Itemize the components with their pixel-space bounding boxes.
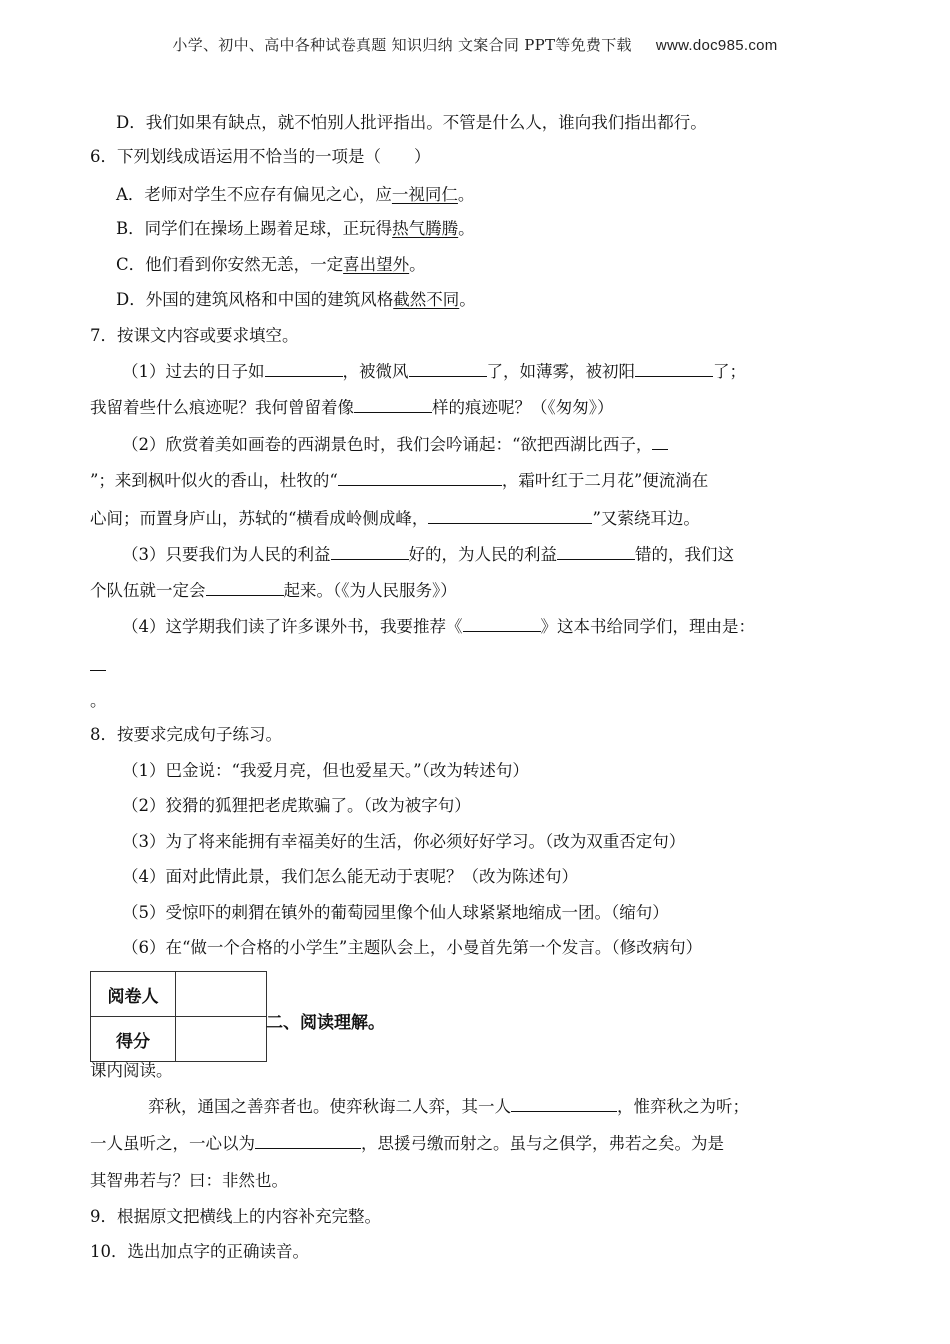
q7-part2-line3: 心间；而置身庐山，苏轼的“横看成岭侧成峰， ”又萦绕耳边。 [90, 509, 700, 528]
q7-part3-line1: （3）只要我们为人民的利益 好的，为人民的利益 错的，我们这 [122, 545, 734, 564]
q6-stem: 6．下列划线成语运用不恰当的一项是（ ） [90, 147, 431, 166]
underlined-idiom: 喜出望外 [343, 255, 410, 274]
q7-part1-line1: （1）过去的日子如 ，被微风 了，如薄雾，被初阳 了； [122, 362, 746, 381]
q7-part2-line1: （2）欣赏着美如画卷的西湖景色时，我们会吟诵起：“欲把西湖比西子， [122, 434, 668, 456]
fill-blank[interactable] [206, 580, 284, 596]
reviewer-label: 阅卷人 [91, 972, 176, 1017]
fill-blank[interactable] [331, 544, 409, 560]
q5-option-d: D．我们如果有缺点，就不怕别人批评指出。不管是什么人，谁向我们指出都行。 [116, 113, 707, 132]
reading-intro: 课内阅读。 [90, 1061, 173, 1080]
passage-line1: 弈秋，通国之善弈者也。使弈秋诲二人弈，其一人 ，惟弈秋之为听； [148, 1097, 749, 1116]
q7-part4-line1: （4）这学期我们读了许多课外书，我要推荐《 》这本书给同学们，理由是： [122, 617, 755, 636]
underlined-idiom: 截然不同 [393, 290, 460, 309]
header-url[interactable]: www.doc985.com [655, 37, 778, 54]
header-text: 小学、初中、高中各种试卷真题 知识归纳 文案合同 PPT等免费下载 [172, 36, 632, 54]
q6-option-d: D．外国的建筑风格和中国的建筑风格截然不同。 [116, 290, 476, 309]
underlined-idiom: 一视同仁 [391, 185, 458, 204]
q7-part3-line2: 个队伍就一定会 起来。（《为人民服务》） [90, 581, 457, 600]
q8-item-5: （5）受惊吓的刺猬在镇外的葡萄园里像个仙人球紧紧地缩成一团。（缩句） [122, 903, 669, 922]
q8-item-3: （3）为了将来能拥有幸福美好的生活，你必须好好学习。（改为双重否定句） [122, 832, 686, 851]
q6-option-b: B．同学们在操场上踢着足球，正玩得热气腾腾。 [116, 219, 475, 238]
fill-blank[interactable] [265, 361, 343, 377]
q8-item-6: （6）在“做一个合格的小学生”主题队会上，小曼首先第一个发言。（修改病句） [122, 938, 703, 957]
fill-blank[interactable] [409, 361, 487, 377]
q7-part4-end: 。 [90, 691, 107, 710]
passage-line3: 其智弗若与？曰：非然也。 [90, 1171, 288, 1190]
score-cell[interactable] [176, 1017, 267, 1062]
fill-blank[interactable] [338, 470, 502, 486]
fill-blank[interactable] [428, 508, 592, 524]
fill-blank[interactable] [354, 397, 432, 413]
q9-stem: 9．根据原文把横线上的内容补充完整。 [90, 1207, 381, 1226]
fill-blank[interactable] [652, 434, 668, 450]
page-header [0, 34, 950, 55]
fill-blank[interactable] [90, 655, 106, 671]
grader-table [90, 971, 267, 1062]
q6-option-c: C．他们看到你安然无恙，一定喜出望外。 [116, 255, 426, 274]
fill-blank[interactable] [511, 1096, 617, 1112]
score-label: 得分 [91, 1017, 176, 1062]
passage-line2: 一人虽听之，一心以为 ，思援弓缴而射之。虽与之俱学，弗若之矣。为是 [90, 1134, 724, 1153]
fill-blank[interactable] [635, 361, 713, 377]
q6-option-a: A．老师对学生不应存有偏见之心，应一视同仁。 [116, 185, 475, 204]
q8-item-4: （4）面对此情此景，我们怎么能无动于衷呢？（改为陈述句） [122, 867, 578, 886]
section-title: 二、阅读理解。 [266, 1013, 385, 1033]
reviewer-cell[interactable] [176, 972, 267, 1017]
q8-item-1: （1）巴金说：“我爱月亮，但也爱星天。”（改为转述句） [122, 761, 529, 780]
q7-part4-line2 [90, 655, 106, 677]
underlined-idiom: 热气腾腾 [392, 219, 459, 238]
fill-blank[interactable] [463, 616, 541, 632]
fill-blank[interactable] [255, 1133, 361, 1149]
q8-stem: 8．按要求完成句子练习。 [90, 725, 282, 744]
q7-part2-line2: ”；来到枫叶似火的香山，杜牧的“ ，霜叶红于二月花”便流淌在 [90, 471, 709, 490]
q7-part1-line2: 我留着些什么痕迹呢？我何曾留着像 样的痕迹呢？（《匆匆》） [90, 398, 614, 417]
fill-blank[interactable] [557, 544, 635, 560]
q7-stem: 7．按课文内容或要求填空。 [90, 326, 299, 345]
q8-item-2: （2）狡猾的狐狸把老虎欺骗了。（改为被字句） [122, 796, 471, 815]
q10-stem: 10．选出加点字的正确读音。 [90, 1242, 309, 1261]
